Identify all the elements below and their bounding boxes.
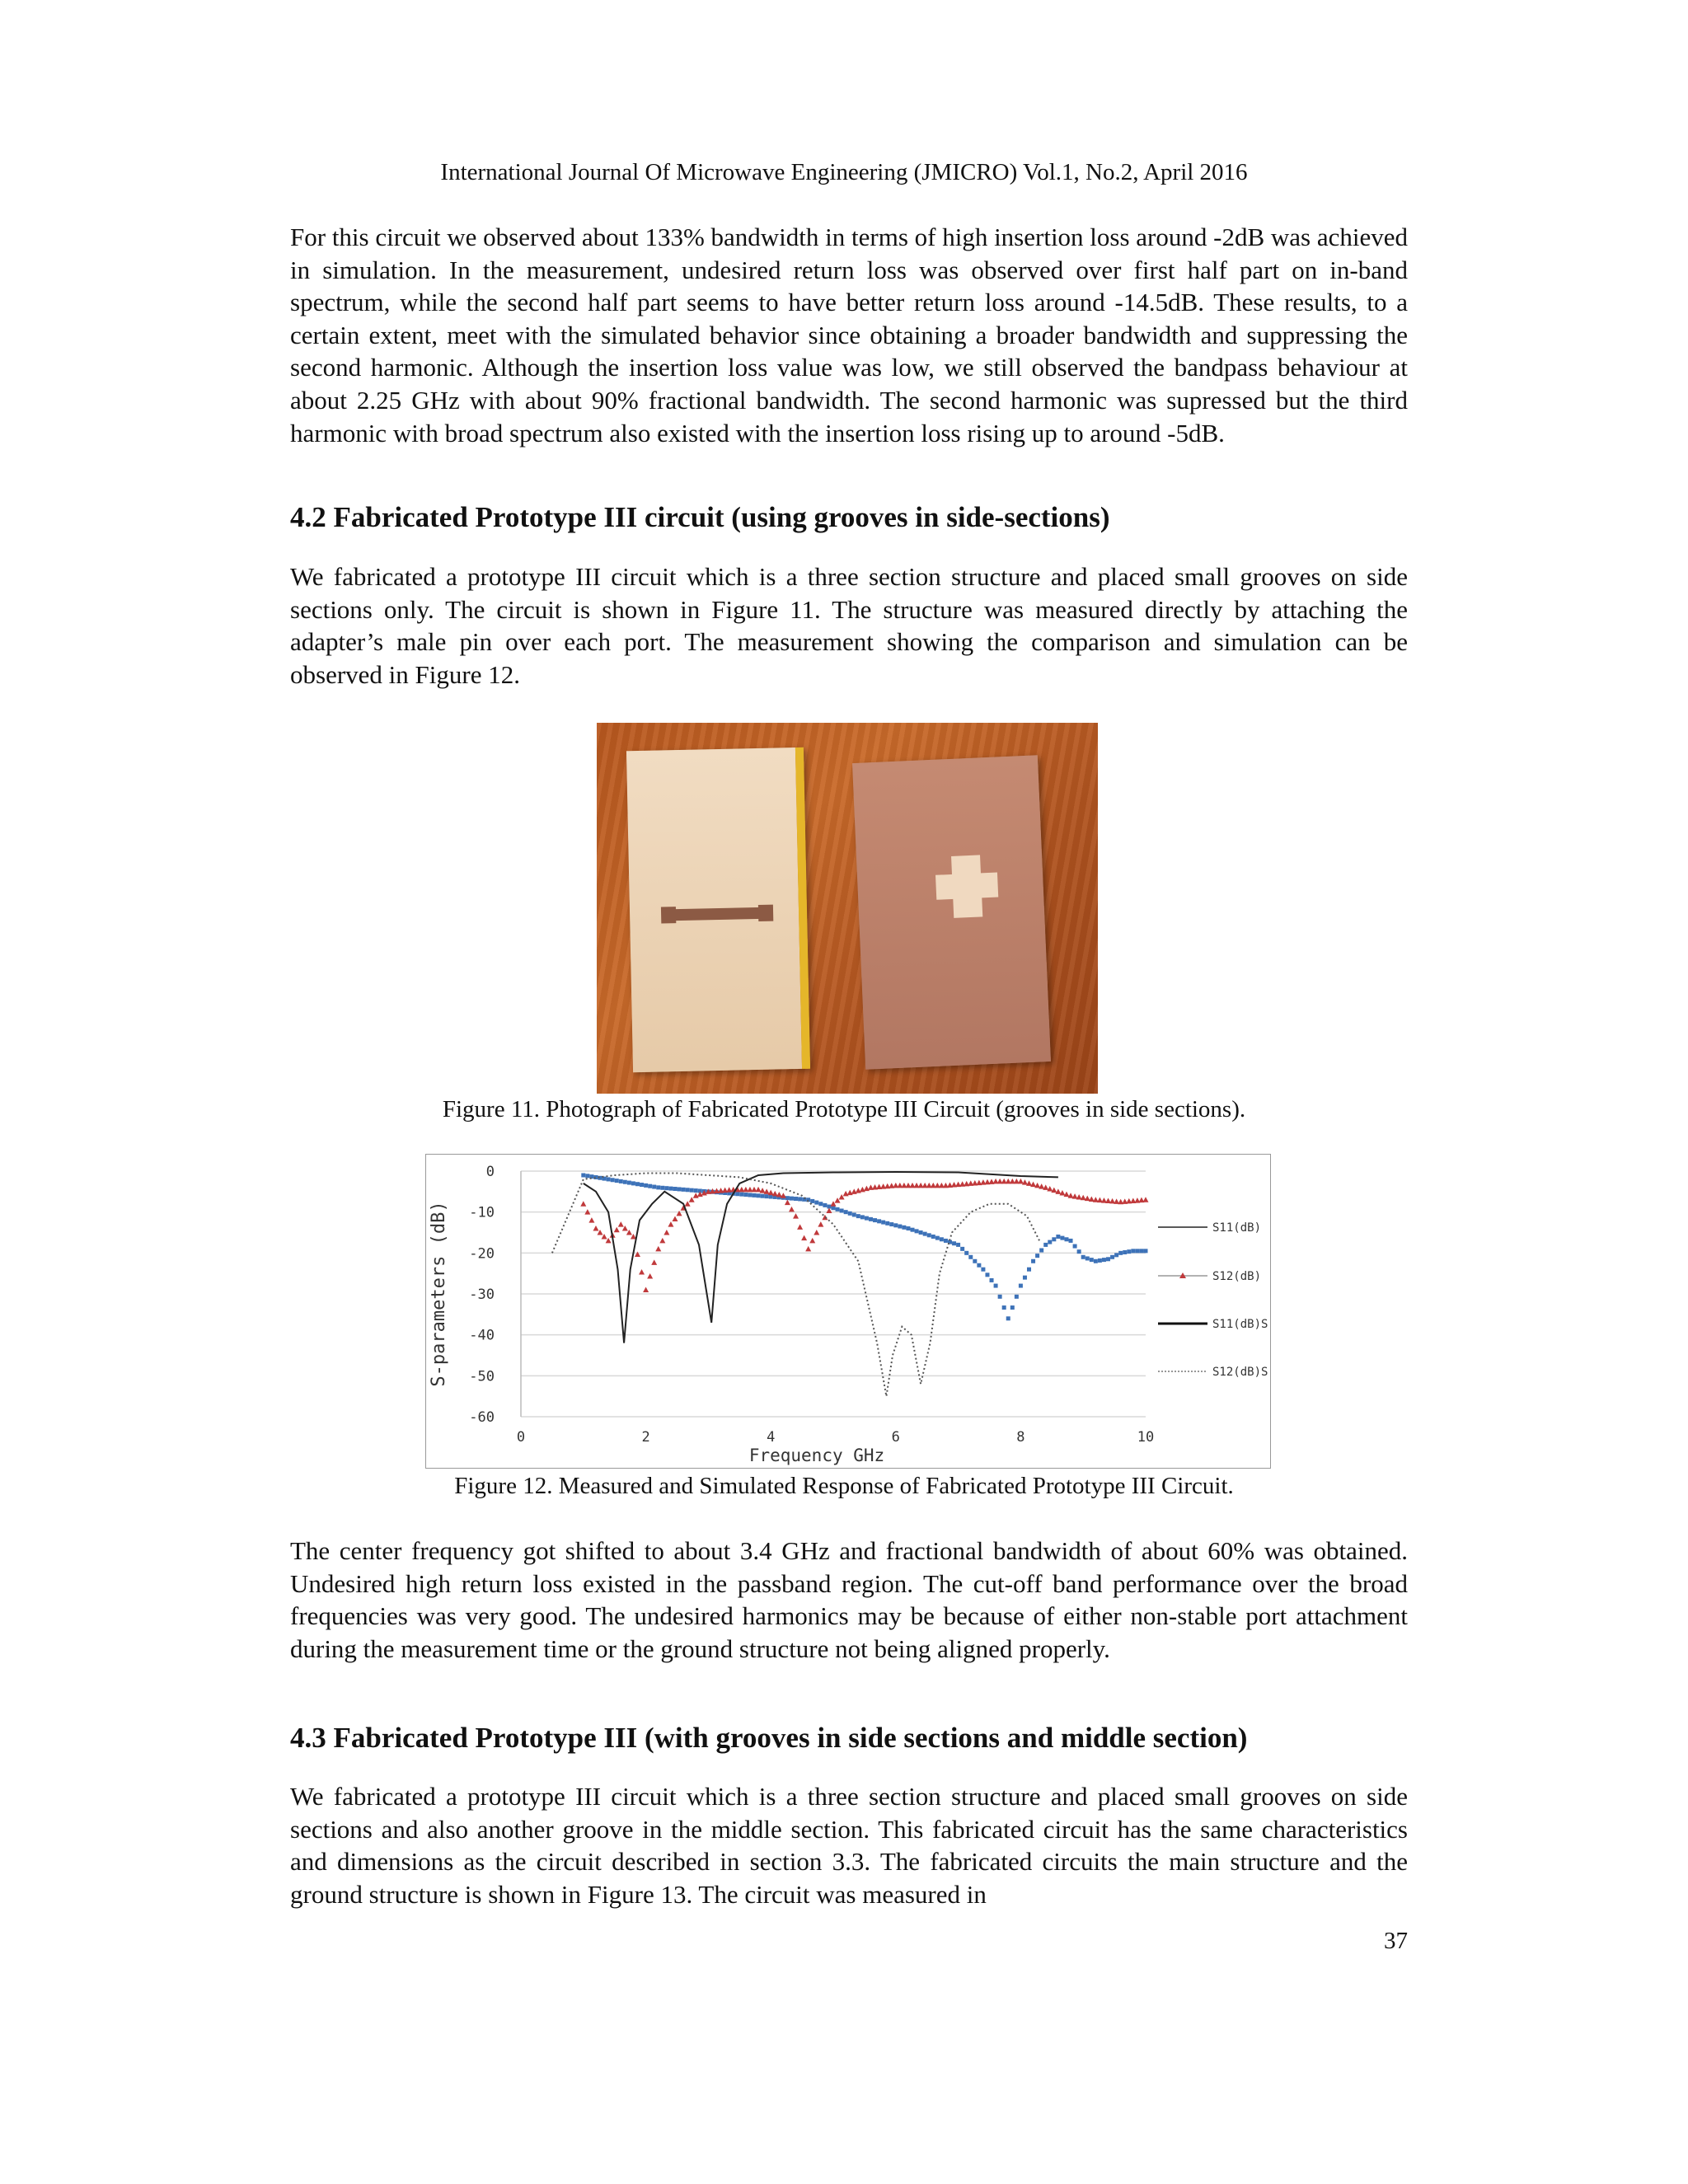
marker-s11-measured (686, 1188, 690, 1192)
figure-11-photograph (597, 723, 1098, 1094)
marker-s11-measured (823, 1203, 827, 1207)
marker-s12-measured (768, 1190, 774, 1196)
marker-s11-measured (690, 1188, 694, 1193)
marker-s11-measured (960, 1247, 964, 1251)
section-heading-4-3: 4.3 Fabricated Prototype III (with grooves in side sections and middle section) (290, 1722, 1248, 1754)
marker-s11-measured (981, 1268, 985, 1272)
legend-s12dbs-label: S12(dB)S (1212, 1366, 1268, 1379)
marker-s12-measured (1034, 1183, 1040, 1188)
marker-s11-measured (1043, 1243, 1048, 1247)
marker-s11-measured (664, 1186, 668, 1190)
marker-s11-measured (998, 1295, 1002, 1299)
marker-s11-measured (844, 1210, 848, 1214)
marker-s11-measured (923, 1232, 927, 1236)
marker-s11-measured (660, 1186, 664, 1190)
microstrip-line (671, 907, 762, 921)
marker-s11-measured (648, 1184, 652, 1188)
figure-12-chart (425, 1154, 1271, 1469)
marker-s11-measured (1127, 1249, 1131, 1254)
marker-s11-measured (694, 1188, 698, 1193)
marker-s12-measured (764, 1188, 770, 1194)
paragraph-prototype-grooves-middle: We fabricated a prototype III circuit which is a three section structure and placed small grooves on side sections and also another groove in the middle section. This fabricated circuit has the same characteristics and dimensions as the circuit described in section 3.3. The fabricated circuits the main structure and the ground structure is shown in Figure 13. The circuit was measured in (290, 1782, 1408, 1909)
marker-s11-measured (1027, 1268, 1031, 1272)
marker-s11-measured (810, 1199, 814, 1203)
marker-s11-measured (893, 1223, 898, 1227)
marker-s11-measured (1118, 1251, 1123, 1255)
marker-s12-measured (677, 1211, 682, 1216)
marker-s12-measured (864, 1186, 870, 1192)
marker-s11-measured (1102, 1258, 1106, 1262)
marker-s12-measured (781, 1193, 786, 1198)
marker-s11-measured (931, 1235, 935, 1239)
marker-s11-measured (881, 1221, 885, 1225)
marker-s12-measured (851, 1188, 857, 1194)
marker-s11-measured (1077, 1249, 1081, 1254)
marker-s12-measured (797, 1224, 803, 1230)
legend-s11db-label: S11(dB) (1212, 1221, 1262, 1235)
marker-s11-measured (1064, 1237, 1068, 1241)
marker-s11-measured (1019, 1284, 1023, 1288)
marker-s11-measured (873, 1218, 877, 1222)
marker-s11-measured (585, 1174, 589, 1178)
marker-s11-measured (1131, 1249, 1135, 1253)
x-tick-label: 0 (516, 1429, 526, 1446)
marker-s12-measured (668, 1221, 673, 1227)
marker-s12-measured (1030, 1182, 1036, 1188)
marker-s12-measured (643, 1287, 649, 1293)
marker-s12-measured (843, 1191, 849, 1197)
circuit-main-structure (626, 748, 810, 1072)
marker-s11-measured (985, 1272, 989, 1277)
marker-s11-measured (940, 1237, 944, 1241)
marker-s11-measured (631, 1181, 635, 1185)
marker-s11-measured (973, 1259, 977, 1263)
marker-s12-measured (580, 1201, 586, 1207)
marker-s11-measured (1039, 1249, 1043, 1253)
marker-s12-measured (860, 1187, 865, 1193)
marker-s11-measured (668, 1187, 673, 1191)
marker-s11-measured (1006, 1316, 1010, 1320)
marker-s11-measured (1073, 1244, 1077, 1249)
marker-s11-measured (968, 1255, 973, 1259)
marker-s12-measured (614, 1227, 620, 1233)
marker-s12-measured (1022, 1179, 1028, 1185)
y-tick-label: -30 (469, 1286, 495, 1303)
marker-s11-measured (1081, 1255, 1085, 1259)
marker-s12-measured (672, 1216, 678, 1221)
microstrip-port-right (758, 905, 773, 921)
y-tick-label: -60 (469, 1409, 495, 1426)
marker-s11-measured (915, 1229, 919, 1233)
marker-s11-measured (1035, 1254, 1039, 1258)
marker-s12-measured (809, 1238, 815, 1244)
marker-s11-measured (1135, 1249, 1139, 1253)
sparameter-plot (426, 1155, 1270, 1468)
marker-s11-measured (818, 1202, 823, 1206)
marker-s12-measured (814, 1230, 819, 1235)
marker-s12-measured (655, 1246, 661, 1252)
marker-s11-measured (735, 1192, 739, 1196)
x-tick-label: 10 (1137, 1429, 1155, 1446)
legend-s11dbs-label: S11(dB)S (1212, 1318, 1268, 1331)
figure-12-caption: Figure 12. Measured and Simulated Response of Fabricated Prototype III Circuit. (454, 1473, 1234, 1499)
marker-s12-measured (1026, 1180, 1032, 1186)
marker-s11-measured (898, 1225, 902, 1229)
marker-s11-measured (1144, 1249, 1148, 1253)
marker-s12-measured (1043, 1184, 1048, 1190)
marker-s11-measured (860, 1215, 865, 1219)
marker-s11-measured (640, 1183, 644, 1187)
series-line-s11dbs (584, 1172, 1058, 1343)
marker-s11-measured (877, 1219, 881, 1223)
marker-s11-measured (678, 1187, 682, 1191)
marker-s11-measured (994, 1284, 998, 1288)
marker-s11-measured (1048, 1240, 1052, 1244)
marker-s11-measured (1098, 1258, 1102, 1263)
marker-s12-measured (760, 1188, 766, 1193)
marker-s12-measured (805, 1246, 811, 1252)
marker-s12-measured (1072, 1193, 1078, 1199)
marker-s11-measured (743, 1193, 748, 1197)
marker-s12-measured (801, 1235, 807, 1241)
marker-s11-measured (1023, 1276, 1027, 1280)
marker-s11-measured (611, 1178, 615, 1182)
marker-s11-measured (952, 1241, 956, 1245)
marker-s11-measured (836, 1207, 840, 1212)
marker-s11-measured (1114, 1253, 1118, 1257)
marker-s11-measured (852, 1212, 856, 1216)
marker-s11-measured (1010, 1305, 1015, 1310)
marker-s11-measured (911, 1228, 915, 1232)
figure-11-caption: Figure 11. Photograph of Fabricated Prototype III Circuit (grooves in side sections). (442, 1096, 1246, 1122)
marker-s11-measured (748, 1193, 752, 1197)
marker-s11-measured (627, 1181, 631, 1185)
marker-s12-measured (651, 1259, 657, 1265)
marker-s11-measured (1031, 1259, 1035, 1263)
marker-s12-measured (847, 1190, 853, 1196)
paragraph-center-frequency: The center frequency got shifted to about 3.4 GHz and fractional bandwidth of about 60% was obtained. Undesired high return loss existed in the passband region. The cut-off band performance over the broad frequencies was very good. The undesired harmonics may be because of either non-stable port attachment during the measurement time or the ground structure not being aligned properly. (290, 1536, 1408, 1663)
marker-s11-measured (832, 1206, 836, 1210)
marker-s11-measured (615, 1179, 619, 1183)
marker-s11-measured (848, 1212, 852, 1216)
marker-s12-measured (663, 1230, 669, 1235)
marker-s11-measured (1085, 1256, 1090, 1260)
marker-s11-measured (1069, 1239, 1073, 1243)
marker-s11-measured (944, 1239, 948, 1243)
marker-s11-measured (856, 1214, 860, 1218)
ground-slot-vertical (951, 855, 982, 917)
marker-s11-measured (1094, 1259, 1098, 1263)
marker-s12-measured (785, 1200, 790, 1206)
marker-s11-measured (964, 1251, 968, 1255)
marker-s11-measured (1052, 1237, 1056, 1241)
marker-s12-measured (818, 1221, 823, 1227)
marker-s12-measured (789, 1207, 795, 1212)
x-tick-label: 2 (641, 1429, 650, 1446)
marker-s11-measured (927, 1233, 931, 1237)
marker-s11-measured (656, 1185, 660, 1189)
marker-s11-measured (956, 1243, 960, 1247)
marker-s12-measured (1076, 1194, 1082, 1200)
marker-s11-measured (619, 1179, 623, 1183)
marker-s11-measured (757, 1193, 761, 1197)
marker-s11-measured (1002, 1305, 1006, 1310)
x-axis-label: Frequency GHz (748, 1446, 885, 1465)
marker-s11-measured (840, 1209, 844, 1213)
marker-s12-measured (635, 1251, 640, 1257)
marker-s12-measured (639, 1269, 645, 1275)
marker-s11-measured (1106, 1257, 1110, 1261)
marker-s11-measured (919, 1230, 923, 1235)
marker-s12-measured (793, 1213, 799, 1219)
marker-s11-measured (1123, 1250, 1127, 1254)
y-tick-label: 0 (485, 1164, 495, 1180)
marker-s12-measured (1081, 1195, 1086, 1201)
marker-s11-measured (865, 1216, 869, 1221)
x-tick-label: 6 (891, 1429, 900, 1446)
marker-s12-measured (1143, 1197, 1149, 1202)
marker-s11-measured (794, 1197, 798, 1201)
marker-s11-measured (814, 1201, 818, 1205)
marker-s11-measured (644, 1183, 648, 1188)
marker-s11-measured (906, 1226, 910, 1230)
y-tick-label: -10 (469, 1204, 495, 1221)
marker-s11-measured (607, 1177, 611, 1181)
marker-s11-measured (889, 1222, 893, 1226)
paragraph-prototype-grooves-side: We fabricated a prototype III circuit which is a three section structure and placed small grooves on side sections only. The circuit is shown in Figure 11. The structure was measured directly by attaching the adapter’s male pin over each port. The measurement showing the comparison and simulation can be observed in Figure 12. (290, 562, 1408, 689)
marker-s11-measured (581, 1173, 585, 1177)
journal-header: International Journal Of Microwave Engineering (JMICRO) Vol.1, No.2, April 2016 (440, 159, 1248, 185)
y-tick-label: -40 (469, 1327, 495, 1344)
section-heading-4-2: 4.2 Fabricated Prototype III circuit (using grooves in side-sections) (290, 501, 1110, 533)
marker-s11-measured (790, 1197, 794, 1201)
marker-s12-measured (593, 1226, 598, 1231)
marker-s11-measured (869, 1217, 873, 1221)
marker-s11-measured (885, 1221, 889, 1226)
marker-s11-measured (652, 1185, 656, 1189)
marker-s11-measured (990, 1278, 994, 1282)
marker-s11-measured (935, 1236, 940, 1240)
x-tick-label: 4 (767, 1429, 776, 1446)
page-number: 37 (1384, 1928, 1408, 1954)
marker-s12-measured (1089, 1196, 1095, 1202)
paragraph-results: For this circuit we observed about 133% bandwidth in terms of high insertion loss around -2dB was achieved in simulation. In the measurement, undesired return loss was observed over first half part on in-band spectrum, while the second half part seems to have better return loss around -14.5dB. These results, to a certain extent, meet with the simulated behavior since obtaining a broader bandwidth and suppressing the second harmonic. Although the insertion loss value was low, we still observed the bandpass behaviour at about 2.25 GHz with about 90% fractional bandwidth. The second harmonic was supressed but the third harmonic with broad spectrum also existed with the insertion loss rising up to around -5dB. (290, 223, 1408, 448)
marker-s11-measured (761, 1194, 765, 1198)
marker-s11-measured (1060, 1236, 1064, 1240)
marker-s12-measured (776, 1192, 782, 1197)
marker-s12-measured (1039, 1183, 1044, 1189)
marker-s12-measured (1085, 1196, 1090, 1202)
circuit-ground-structure (852, 755, 1051, 1069)
marker-s12-measured (659, 1238, 665, 1244)
marker-s11-measured (769, 1195, 773, 1199)
marker-s12-measured (856, 1188, 861, 1193)
y-tick-label: -20 (469, 1245, 495, 1263)
marker-s12-measured (618, 1221, 624, 1227)
marker-s11-measured (798, 1197, 802, 1201)
marker-s11-measured (977, 1263, 981, 1268)
x-tick-label: 8 (1016, 1429, 1025, 1446)
marker-s11-measured (752, 1193, 756, 1197)
marker-s11-measured (1015, 1295, 1019, 1299)
marker-s12-measured (1018, 1179, 1024, 1184)
series-line-s12dbs (552, 1174, 1039, 1397)
marker-s11-measured (1139, 1249, 1143, 1253)
marker-s12-measured (772, 1191, 778, 1197)
marker-s11-measured (673, 1187, 677, 1191)
marker-s11-measured (1090, 1258, 1094, 1262)
marker-s11-measured (1056, 1235, 1060, 1239)
marker-s12-measured (756, 1187, 762, 1193)
marker-s11-measured (902, 1226, 906, 1230)
marker-s11-measured (1110, 1255, 1114, 1259)
legend-s12db-label: S12(dB) (1212, 1270, 1262, 1283)
marker-s11-measured (623, 1180, 627, 1184)
marker-s12-measured (588, 1217, 594, 1223)
y-axis-label: S-parameters (dB) (429, 1201, 449, 1387)
y-tick-label: -50 (469, 1368, 495, 1385)
marker-s11-measured (739, 1193, 743, 1197)
marker-s11-measured (682, 1188, 686, 1192)
marker-s12-measured (647, 1273, 653, 1279)
marker-s11-measured (635, 1182, 640, 1186)
